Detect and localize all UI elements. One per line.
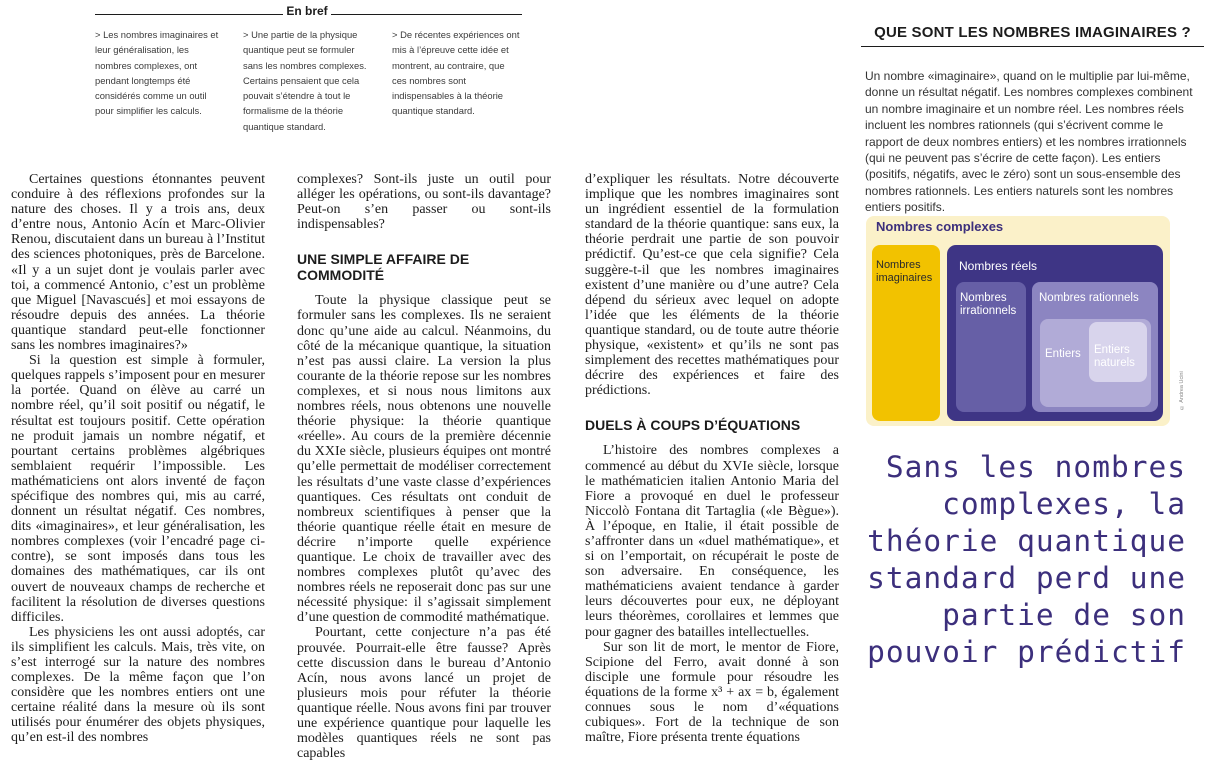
real-numbers-label: Nombres réels bbox=[959, 259, 1038, 273]
divider bbox=[95, 14, 283, 15]
section-heading: UNE SIMPLE AFFAIRE DE COMMODITÉ bbox=[297, 251, 470, 284]
sidebar-title: QUE SONT LES NOMBRES IMAGINAIRES ? bbox=[874, 24, 1191, 41]
paragraph: Toute la physique classique peut se formuler sans les complexes. Ils ne seraient donc qu’une aide au calcul. Néanmoins, du côté de la mécanique quantique, la situation n’est pas aussi claire. La version la plus courante de la théorie repose sur les nombres complexes, et si nous nous limitons aux nombres réels, nous obtenons une nouvelle théorie physique: la théorie quantique «réelle». Au cours de la première décennie du XXIe siècle, plusieurs équipes ont montré qu’elle permettait de modéliser correctement les résultats d’une vaste classe d’expériences quantiques. Ces résultats ont conduit de nombreux scientifiques à penser que la théorie quantique réelle était en mesure de décrire n’importe quelle expérience quantique. Le choix de travailler avec des nombres complexes plutôt qu’avec des nombres réels ne reposerait donc pas sur une nécessité physique: il s’agissait simplement d’une question de commodité mathématique. bbox=[297, 293, 551, 626]
imaginary-numbers-label: Nombres imaginaires bbox=[876, 259, 933, 284]
paragraph: Si la question est simple à formuler, quelques rappels s’imposent pour en mesurer la portée. Quand on élève au carré un nombre réel, qu’il soit positif ou négatif, le résultat est toujours positif. Cette opération ne produit jamais un nombre négatif, et pourtant certains problèmes algébriques semblaient requérir l’impossible. Les mathématiciens ont alors inventé de façon spécifique des nombres qui, mis au carré, donnent un résultat négatif. Ces nombres, dits «imaginaires», et leur généralisation, les nombres complexes (voir l’encadré page ci-contre), se sont imposés dans tous les domaines des mathématiques, car ils ont ouvert de nouveaux champs de recherche et facilitent la résolution de diverses questions difficiles. bbox=[11, 353, 265, 625]
en-bref-point: > De récentes expériences ont mis à l’épreuve cette idée et montrent, au contraire, que ces nombres sont indispensables à la théorie quantique standard. bbox=[392, 29, 520, 117]
paragraph: d’expliquer les résultats. Notre découverte implique que les nombres imaginaires sont un ingrédient essentiel de la formulation standard de la théorie quantique: sans eux, la théorie perdrait une partie de son pouvoir prédictif. Qu’est-ce que cela signifie? Cela suggère-t-il que les nombres imaginaires existent d’une manière ou d’une autre? Cela dépend du sérieux avec lequel on adopte l’idée que les éléments de la théorie quantique standard, ou de toute autre théorie physique, «existent» et qu’ils ne sont pas simplement des recettes mathématiques pour décrire des expériences et faire des prédictions. bbox=[585, 172, 839, 399]
pull-quote: Sans les nombres complexes, la théorie quantique standard perd une partie de son pouvoir prédictif bbox=[867, 450, 1186, 670]
integers-box bbox=[1040, 319, 1151, 407]
en-bref-point: > Les nombres imaginaires et leur généralisation, les nombres complexes, ont pendant longtemps été considérés comme un outil pour simplifier les calculs. bbox=[95, 29, 219, 117]
imaginary-numbers-box bbox=[872, 245, 940, 421]
diagram-title: Nombres complexes bbox=[876, 219, 1004, 234]
en-bref-header bbox=[95, 4, 522, 22]
paragraph: L’histoire des nombres complexes a commencé au début du XVIe siècle, lorsque le mathématicien italien Antonio Maria del Fiore a provoqué en duel le professeur Niccolò Fontana dit Tartaglia («le Bègue»). À l’époque, en Italie, il était possible de s’affronter dans un «duel mathématique», et si on l’emportait, on récupérait le poste de son adversaire. En conséquence, les mathématiciens avaient tendance à garder leurs découvertes pour eux, ne déployant leurs théorèmes, corollaires et lemmes que pour gagner des batailles intellectuelles. bbox=[585, 443, 839, 640]
divider bbox=[331, 14, 522, 15]
section-heading: DUELS À COUPS D’ÉQUATIONS bbox=[585, 417, 801, 434]
natural-numbers-box bbox=[1089, 322, 1147, 382]
sidebar-text: Un nombre «imaginaire», quand on le multiplie par lui-même, donne un résultat négatif. Les nombres complexes combinent un nombre imaginaire et un nombre réel. Les nombres réels incluent les nombres rationnels (qui s’écrivent comme le rapport de deux nombres entiers) et les nombres irrationnels (qui ne peuvent pas s’écrire de cette façon). Les entiers (positifs, négatifs, avec le zéro) sont un sous-ensemble des nombres rationnels. Les entiers naturels sont les nombres entiers positifs. bbox=[865, 69, 1193, 215]
en-bref-point: > Une partie de la physique quantique peut se formuler sans les nombres complexes. Certains pensaient que cela pouvait s’étendre à tout le formalisme de la théorie quantique standard. bbox=[243, 29, 367, 132]
paragraph: Pourtant, cette conjecture n’a pas été prouvée. Pourrait-elle être fausse? Après cette discussion dans le bureau d’Antonio Acín, nous avons lancé un projet de plusieurs mois pour réfuter la théorie quantique réelle. Nous avons fini par trouver une expérience quantique pour laquelle les modèles quantiques réels ne sont pas capables bbox=[297, 625, 551, 761]
irrational-numbers-box bbox=[956, 282, 1026, 412]
paragraph: complexes? Sont-ils juste un outil pour alléger les opérations, ou sont-ils davantage? Peut-on s’en passer ou sont-ils indispensables? bbox=[297, 172, 551, 233]
article-column-2 bbox=[297, 172, 551, 761]
en-bref-title: En bref bbox=[286, 4, 328, 18]
article-column-3 bbox=[585, 172, 839, 745]
paragraph: Les physiciens les ont aussi adoptés, car ils simplifient les calculs. Mais, très vite, on s’est interrogé sur la nature des nombres complexes. De la même façon que l’on considère que les nombres entiers ont une certaine réalité dans la mesure où ils sont utilisés pour énumérer des objets physiques, qu’en est-il des nombres bbox=[11, 624, 265, 746]
rational-numbers-box bbox=[1032, 282, 1158, 412]
image-credit: © Andrea Ucini bbox=[1179, 371, 1185, 410]
article-column-1 bbox=[11, 172, 265, 746]
paragraph: Certaines questions étonnantes peuvent conduire à des réflexions profondes sur la nature des choses. Il y a trois ans, deux d’entre nous, Antonio Acín et Marc-Olivier Renou, discutaient dans un bureau à l’Institut des sciences photoniques, près de Barcelone. «Il y a un sujet dont je voulais parler avec toi, a commencé Antonio, c’est un problème que Miguel [Navascués] et moi essayons de résoudre depuis des années. La théorie quantique standard peut-elle fonctionner sans les nombres imaginaires?» bbox=[11, 172, 265, 354]
paragraph: Sur son lit de mort, le mentor de Fiore, Scipione del Ferro, avait donné à son disciple une formule pour résoudre les équations de la forme x³ + ax = b, également connues sous le nom d’«équations cubiques». Fort de la technique de son maître, Fiore présenta trente équations bbox=[585, 639, 839, 746]
irrational-numbers-label: Nombres irrationnels bbox=[960, 292, 1017, 317]
divider bbox=[861, 46, 1204, 47]
integers-label: Entiers bbox=[1045, 348, 1081, 360]
real-numbers-box bbox=[947, 245, 1163, 421]
rational-numbers-label: Nombres rationnels bbox=[1039, 292, 1139, 304]
number-sets-diagram bbox=[866, 216, 1170, 426]
natural-numbers-label: Entiers naturels bbox=[1094, 344, 1135, 369]
